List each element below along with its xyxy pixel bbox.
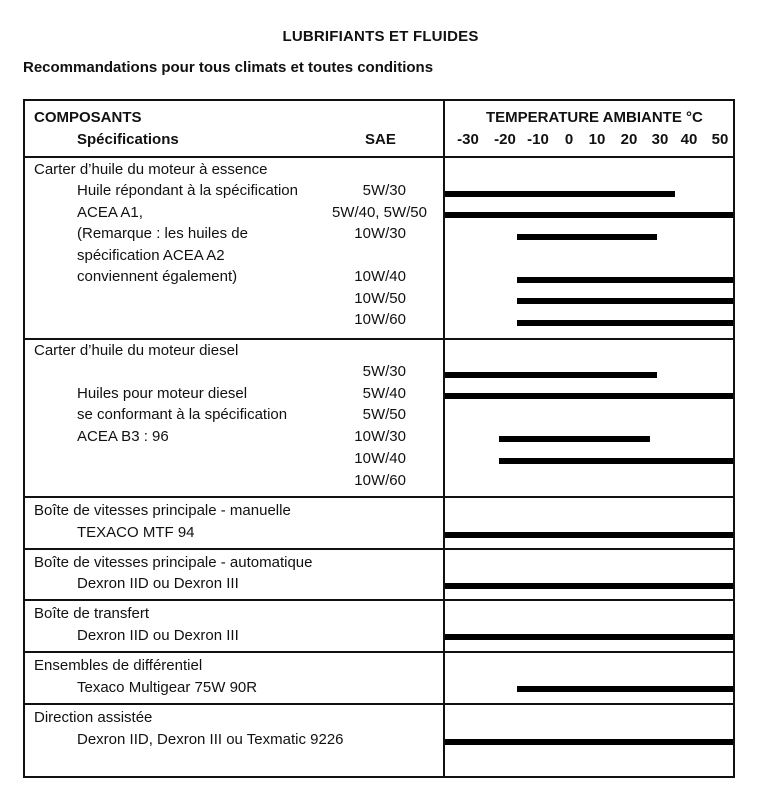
temperature-range-bar: [445, 583, 733, 589]
tick-label: -10: [527, 131, 549, 148]
column-divider: [443, 99, 445, 778]
row-separator: [23, 156, 735, 158]
section-description: (Remarque : les huiles de: [77, 225, 248, 242]
header-temperature: TEMPERATURE AMBIANTE °C: [486, 109, 703, 126]
section-description: TEXACO MTF 94: [77, 524, 195, 541]
temperature-range-bar: [445, 372, 657, 378]
sae-grade: 5W/50: [362, 406, 406, 423]
header-specifications: Spécifications: [77, 131, 179, 148]
row-separator: [23, 548, 735, 550]
header-components: COMPOSANTS: [34, 109, 142, 126]
sae-grade: 5W/30: [362, 182, 406, 199]
section-description: Dexron IID ou Dexron III: [77, 627, 239, 644]
tick-label: 10: [588, 131, 606, 148]
tick-label: 0: [564, 131, 574, 148]
temperature-range-bar: [445, 393, 733, 399]
tick-label: 40: [680, 131, 698, 148]
section-title: Carter d’huile du moteur à essence: [34, 161, 268, 178]
sae-grade: 5W/40: [362, 385, 406, 402]
header-sae: SAE: [365, 131, 396, 148]
section-description: Huile répondant à la spécification: [77, 182, 298, 199]
temperature-range-bar: [445, 212, 733, 218]
sae-grade: 5W/30: [362, 363, 406, 380]
tick-label: 30: [651, 131, 669, 148]
sae-grade: 10W/30: [354, 428, 406, 445]
temperature-range-bar: [499, 436, 650, 442]
tick-label: -20: [494, 131, 516, 148]
row-separator: [23, 703, 735, 705]
section-title: Carter d’huile du moteur diesel: [34, 342, 239, 359]
tick-label: -30: [457, 131, 479, 148]
row-separator: [23, 338, 735, 340]
section-title: Boîte de vitesses principale - automatique: [34, 554, 313, 571]
sae-grade: 10W/60: [354, 472, 406, 489]
tick-label: 20: [620, 131, 638, 148]
temperature-range-bar: [499, 458, 733, 464]
temperature-range-bar: [445, 532, 733, 538]
temperature-range-bar: [445, 634, 733, 640]
page-subtitle: Recommandations pour tous climats et toutes conditions: [23, 59, 434, 76]
section-description: Dexron IID, Dexron III ou Texmatic 9226: [77, 731, 344, 748]
row-separator: [23, 651, 735, 653]
sae-grade: 10W/60: [354, 311, 406, 328]
section-description: se conformant à la spécification: [77, 406, 288, 423]
temperature-range-bar: [517, 320, 733, 326]
row-separator: [23, 496, 735, 498]
section-description: Texaco Multigear 75W 90R: [77, 679, 258, 696]
temperature-range-bar: [445, 191, 675, 197]
sae-grade: 5W/40, 5W/50: [331, 204, 427, 221]
section-description: conviennent également): [77, 268, 238, 285]
row-separator: [23, 599, 735, 601]
section-title: Direction assistée: [34, 709, 153, 726]
section-description: spécification ACEA A2: [77, 247, 225, 264]
section-title: Ensembles de différentiel: [34, 657, 203, 674]
tick-label: 50: [711, 131, 729, 148]
page-title: LUBRIFIANTS ET FLUIDES: [282, 28, 479, 45]
temperature-range-bar: [517, 298, 733, 304]
section-title: Boîte de transfert: [34, 605, 150, 622]
sae-grade: 10W/40: [354, 268, 406, 285]
sae-grade: 10W/50: [354, 290, 406, 307]
section-description: Huiles pour moteur diesel: [77, 385, 248, 402]
section-description: Dexron IID ou Dexron III: [77, 575, 239, 592]
temperature-range-bar: [445, 739, 733, 745]
section-description: ACEA B3 : 96: [77, 428, 169, 445]
section-title: Boîte de vitesses principale - manuelle: [34, 502, 291, 519]
temperature-range-bar: [517, 277, 733, 283]
temperature-range-bar: [517, 686, 733, 692]
sae-grade: 10W/40: [354, 450, 406, 467]
temperature-range-bar: [517, 234, 657, 240]
section-description: ACEA A1,: [77, 204, 143, 221]
sae-grade: 10W/30: [354, 225, 406, 242]
